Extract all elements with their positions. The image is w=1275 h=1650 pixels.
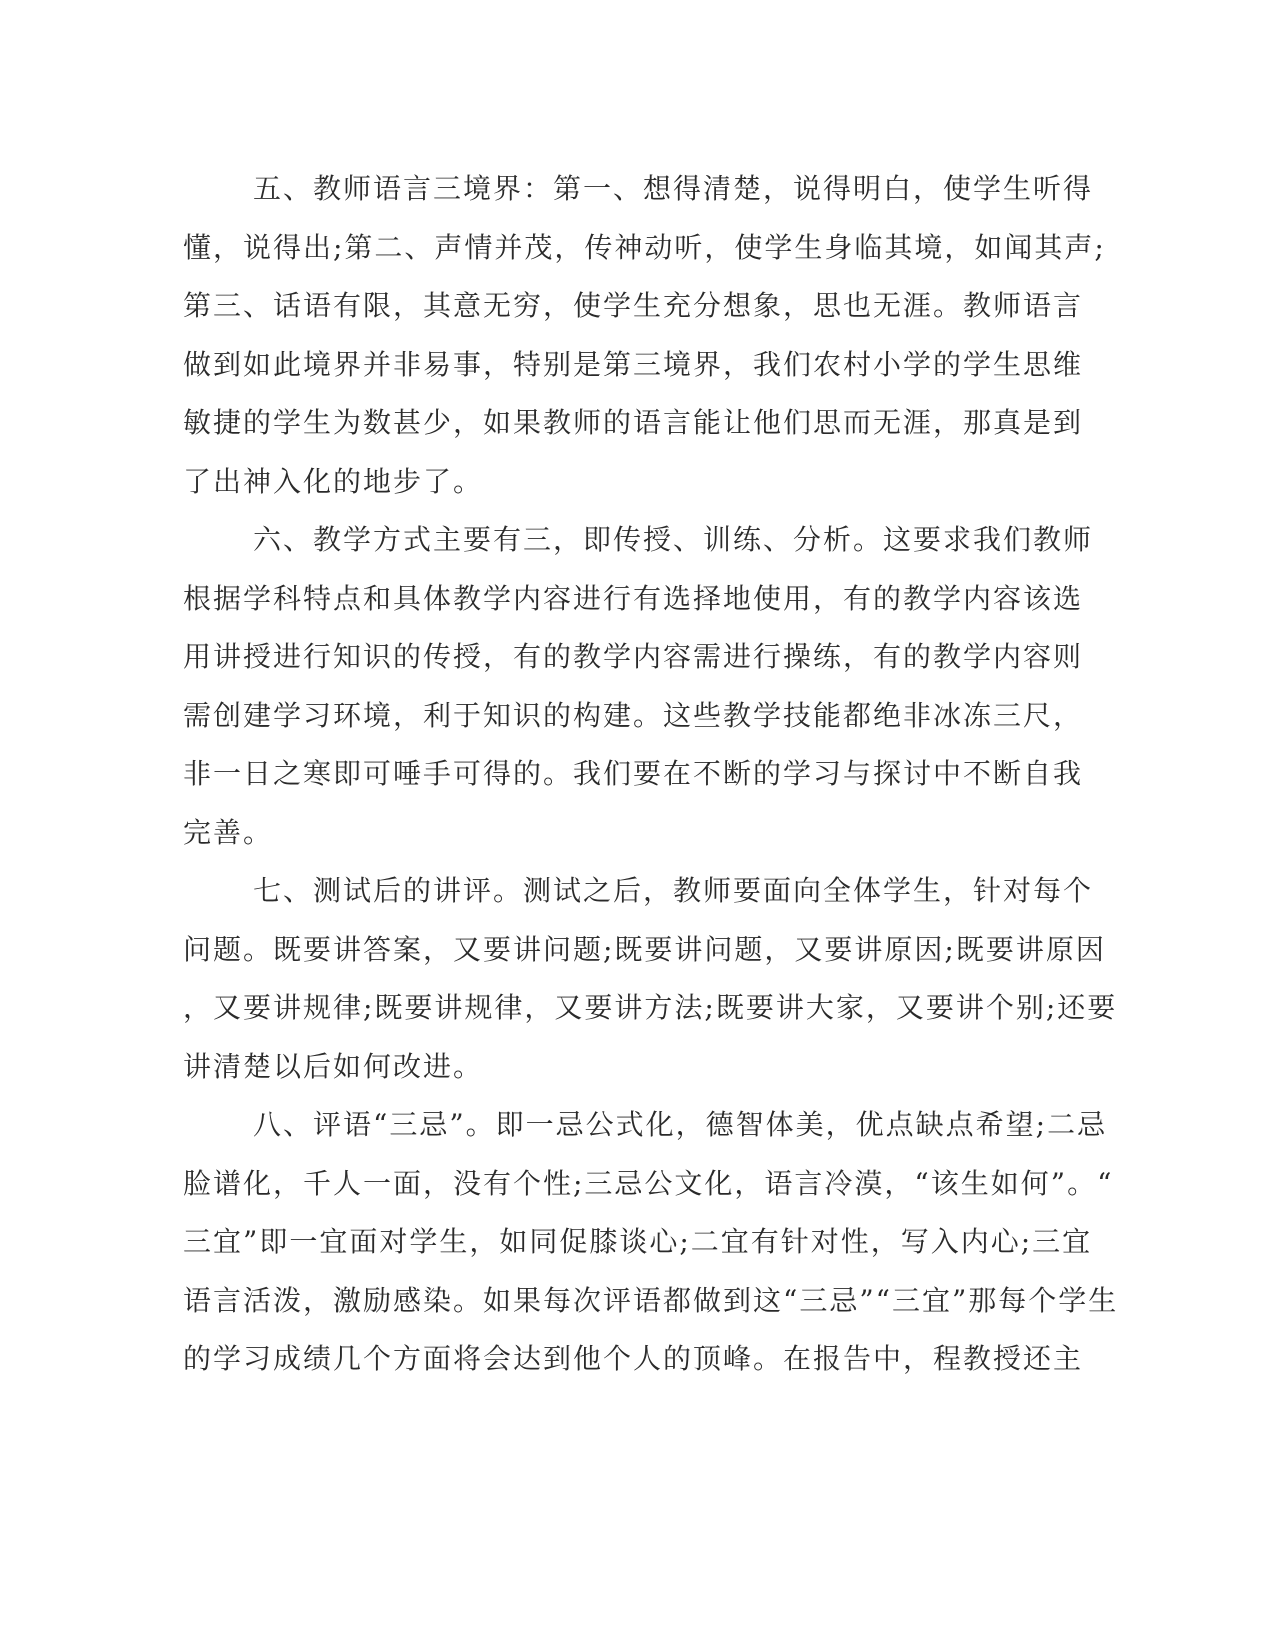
text-line: 三宜”即一宜面对学生，如同促膝谈心;二宜有针对性，写入内心;三宜 [183, 1225, 1093, 1258]
paragraph-5 [183, 160, 1106, 511]
text-line: 七、测试后的讲评。测试之后，教师要面向全体学生，针对每个 [253, 874, 1094, 907]
text-line: 完善。 [183, 815, 274, 849]
text-line: 讲清楚以后如何改进。 [183, 1049, 484, 1083]
text-line: 根据学科特点和具体教学内容进行有选择地使用，有的教学内容该选 [183, 581, 1084, 615]
text-line: 问题。既要讲答案，又要讲问题;既要讲问题，又要讲原因;既要讲原因 [183, 932, 1106, 966]
text-line: 第三、话语有限，其意无穷，使学生充分想象，思也无涯。教师语言 [183, 289, 1084, 322]
text-line: 用讲授进行知识的传授，有的教学内容需进行操练，有的教学内容则 [183, 640, 1084, 673]
paragraph-8 [183, 1096, 1119, 1389]
text-line: ，又要讲规律;既要讲规律，又要讲方法;既要讲大家，又要讲个别;还要 [183, 991, 1118, 1024]
text-line: 懂，说得出;第二、声情并茂，传神动听，使学生身临其境，如闻其声; [183, 230, 1106, 264]
text-line: 八、评语“三忌”。即一忌公式化，德智体美，优点缺点希望;二忌 [253, 1108, 1108, 1141]
text-line: 做到如此境界并非易事，特别是第三境界，我们农村小学的学生思维 [183, 347, 1084, 381]
text-line: 了出神入化的地步了。 [183, 464, 484, 498]
text-line: 五、教师语言三境界：第一、想得清楚，说得明白，使学生听得 [253, 172, 1094, 205]
document-body [183, 160, 1119, 1389]
text-line: 脸谱化，千人一面，没有个性;三忌公文化，语言冷漠，“该生如何”。“ [183, 1166, 1114, 1200]
text-line: 语言活泼，激励感染。如果每次评语都做到这“三忌”“三宜”那每个学生 [183, 1283, 1119, 1317]
text-line: 的学习成绩几个方面将会达到他个人的顶峰。在报告中，程教授还主 [183, 1342, 1084, 1375]
text-line: 需创建学习环境，利于知识的构建。这些教学技能都绝非冰冻三尺， [183, 698, 1084, 732]
text-line: 敏捷的学生为数甚少，如果教师的语言能让他们思而无涯，那真是到 [183, 406, 1084, 439]
text-line: 六、教学方式主要有三，即传授、训练、分析。这要求我们教师 [253, 523, 1094, 556]
paragraph-6 [183, 511, 1094, 862]
text-line: 非一日之寒即可唾手可得的。我们要在不断的学习与探讨中不断自我 [183, 757, 1084, 790]
paragraph-7 [183, 862, 1118, 1096]
